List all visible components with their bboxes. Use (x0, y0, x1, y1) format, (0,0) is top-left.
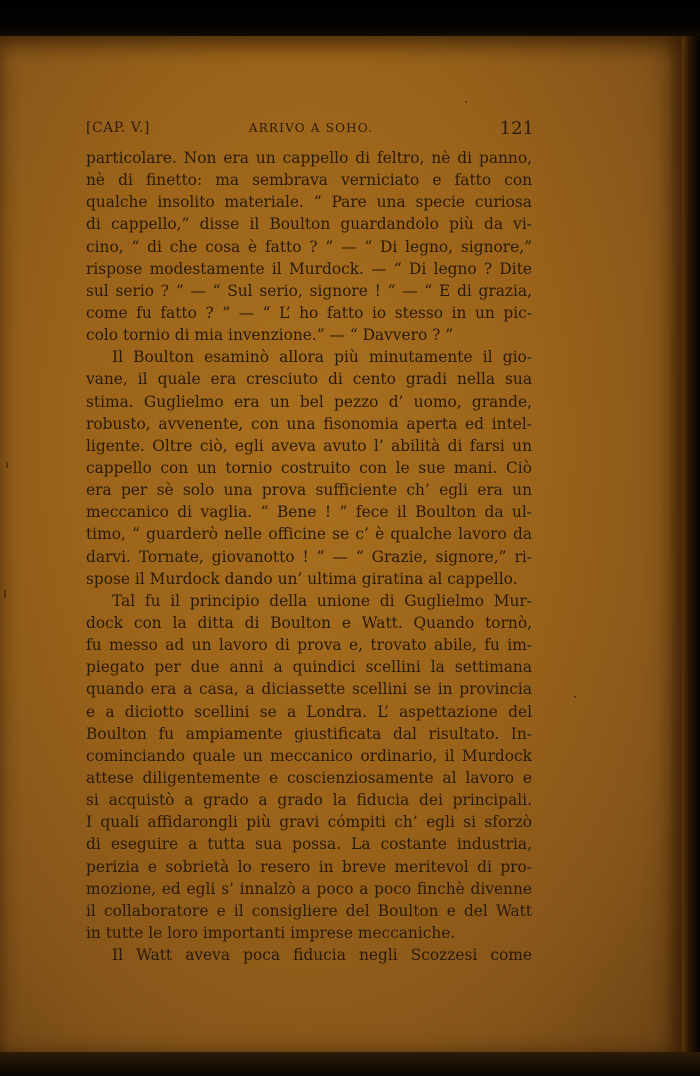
paragraph (86, 346, 532, 590)
text-line: Il Watt aveva poca fiducia negli Scozzesi come (112, 946, 532, 965)
scan-top-border (0, 0, 700, 40)
text-line: I quali affidarongli più gravi cómpiti ch’ egli si sforzò (86, 813, 532, 832)
text-line: vane, il quale era cresciuto di cento gradi nella sua (86, 370, 532, 389)
text-line: timo, “ guarderò nelle officine se c’ è qualche lavoro da (86, 525, 532, 544)
text-line: cappello con un tornio costruito con le sue mani. Ciò (86, 458, 532, 477)
text-line: spose il Murdock dando un’ ultima giratina al cappello. (86, 569, 518, 588)
text-line: stima. Guglielmo era un bel pezzo d’ uomo, grande, (86, 392, 532, 411)
text-line: qualche insolito materiale. “ Pare una specie curiosa (86, 193, 532, 212)
text-line: piegato per due anni a quindici scellini la settimana (86, 658, 532, 677)
text-line: cino, “ di che cosa è fatto ? ” — “ Di legno, signore,” (86, 237, 532, 256)
text-line: di cappello,” disse il Boulton guardandolo più da vi- (86, 215, 532, 234)
text-line: dock con la ditta di Boulton e Watt. Quando tornò, (86, 613, 532, 632)
text-line: fu messo ad un lavoro di prova e, trovato abile, fu im- (86, 636, 532, 655)
text-line: robusto, avvenente, con una fisonomia aperta ed intel- (86, 414, 532, 433)
text-line: sul serio ? ” — “ Sul serio, signore ! ” — “ E di grazia, (86, 281, 532, 300)
text-line: cominciando quale un meccanico ordinario, il Murdock (86, 746, 532, 765)
page-number: 121 (499, 118, 534, 139)
text-line: come fu fatto ? ” — “ L’ ho fatto io stesso in un pic- (86, 303, 532, 322)
speck (574, 696, 576, 698)
paragraph (86, 590, 532, 944)
text-line: in tutte le loro importanti imprese meccaniche. (86, 923, 456, 942)
text-line: Tal fu il principio della unione di Guglielmo Mur- (112, 591, 532, 610)
text-line: ligente. Oltre ciò, egli aveva avuto l’ abilità di farsi un (86, 436, 532, 455)
text-line: attese diligentemente e coscienziosamente al lavoro e (86, 768, 532, 787)
text-line: quando era a casa, a diciassette scellini se in provincia (86, 680, 532, 699)
text-line: darvi. Tornate, giovanotto ! ” — “ Grazie, signore,” ri- (86, 547, 532, 566)
text-line: mozione, ed egli s’ innalzò a poco a poco finchè divenne (86, 879, 532, 898)
speck (6, 462, 8, 468)
running-title: ARRIVO A SOHO. (248, 121, 374, 135)
text-line: meccanico di vaglia. “ Bene ! ” fece il Boulton da ul- (86, 503, 532, 522)
text-line: Il Boulton esaminò allora più minutamente il gio- (112, 348, 532, 367)
chapter-label: [CAP. V.] (86, 120, 150, 136)
paragraph (86, 944, 532, 966)
paragraph (86, 147, 532, 346)
text-line: era per sè solo una prova sufficiente ch’ egli era un (86, 481, 532, 500)
speck (4, 590, 6, 598)
text-line: e a diciotto scellini se a Londra. L’ aspettazione del (86, 702, 532, 721)
text-line: di eseguire a tutta sua possa. La costante industria, (86, 835, 532, 854)
text-line: il collaboratore e il consigliere del Boulton e del Watt (86, 901, 532, 920)
text-line: si acquistò a grado a grado la fiducia dei principali. (86, 791, 532, 810)
text-line: particolare. Non era un cappello di feltro, nè di panno, (86, 149, 532, 167)
text-line: rispose modestamente il Murdock. — “ Di legno ? Dite (86, 259, 532, 278)
scan-bottom-border (0, 1052, 700, 1076)
running-header (86, 118, 534, 142)
text-line: nè di finetto: ma sembrava verniciato e fatto con (86, 171, 532, 190)
speck (465, 101, 467, 103)
text-line: colo tornio di mia invenzione.” — “ Davvero ? ” (86, 326, 454, 345)
text-line: perizia e sobrietà lo resero in breve meritevol di pro- (86, 857, 532, 876)
body-text (86, 147, 532, 966)
text-line: Boulton fu ampiamente giustificata dal risultato. In- (86, 724, 532, 743)
page-edge-shadow (682, 36, 700, 1054)
